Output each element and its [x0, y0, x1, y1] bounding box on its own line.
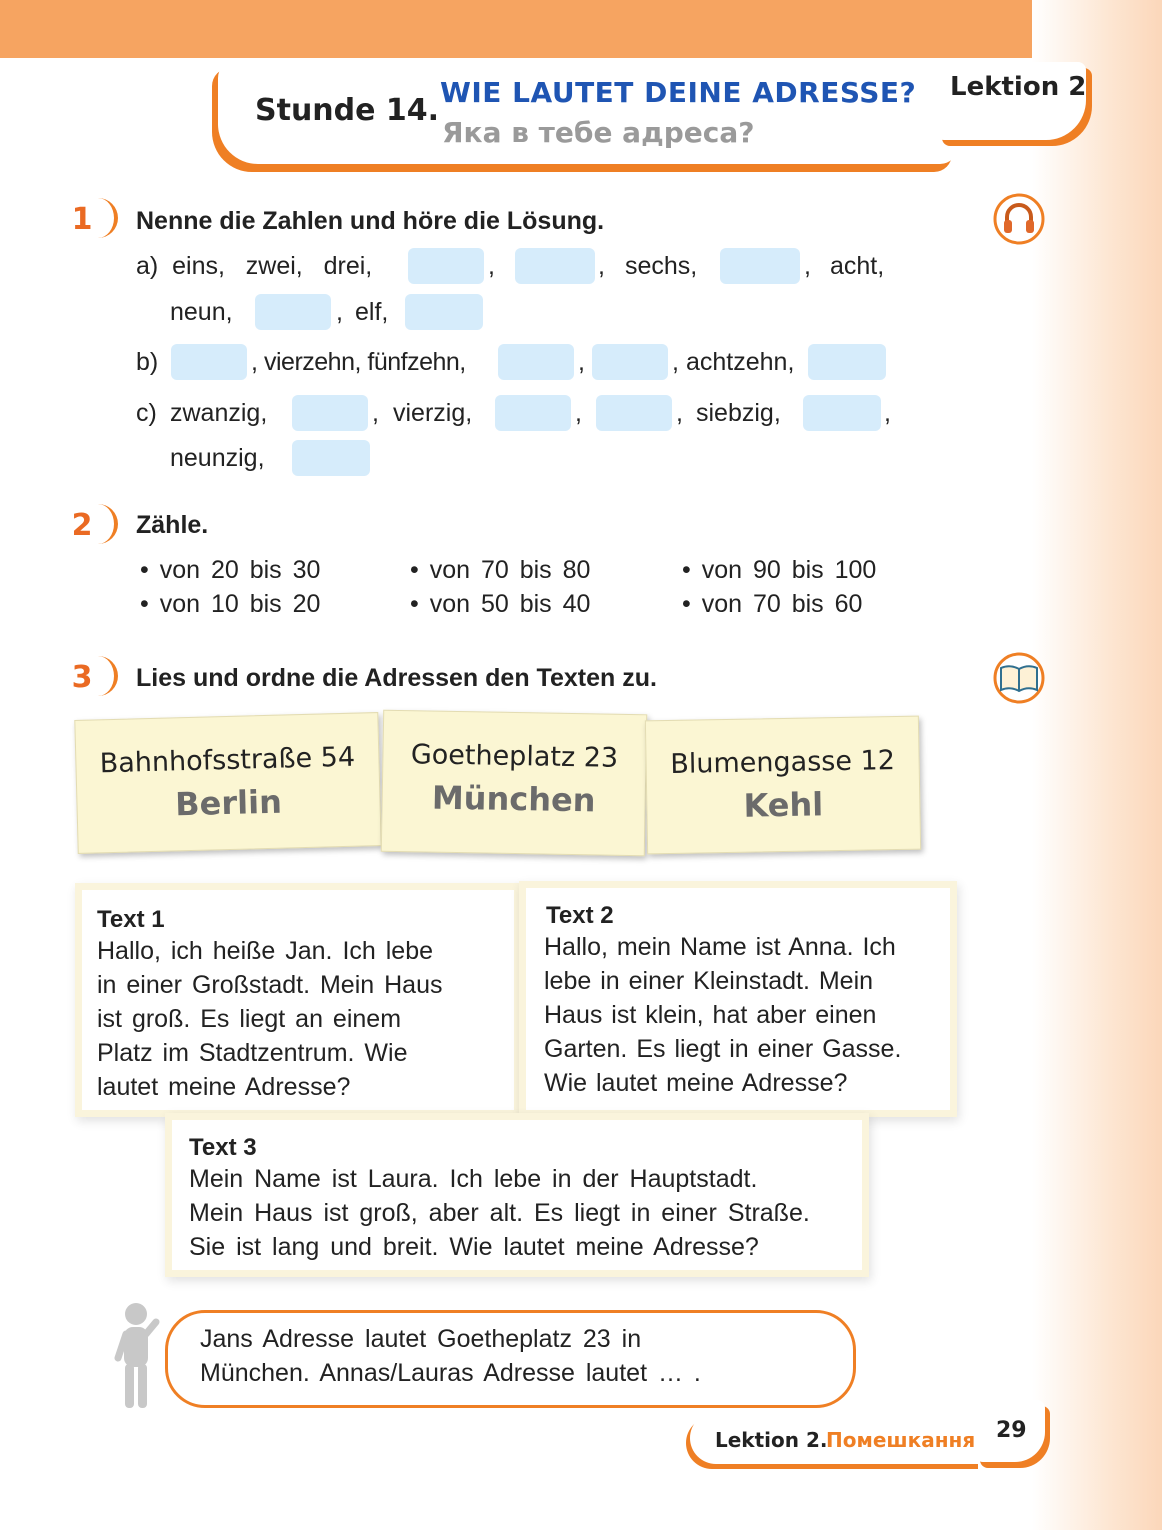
- number-word: drei,: [323, 252, 373, 280]
- text-card-title: Text 1: [97, 906, 165, 933]
- answer-blank[interactable]: [808, 344, 886, 380]
- number-word: zwanzig,: [170, 399, 268, 427]
- number-word: elf,: [355, 298, 389, 326]
- text-line: Mein Haus ist groß, aber alt. Es liegt in einer Straße.: [189, 1199, 810, 1227]
- count-item: • von 50 bis 40: [410, 590, 591, 618]
- address-street: Blumengasse 12: [670, 745, 896, 780]
- lektion-tag-label: Lektion 2: [950, 72, 1087, 102]
- student-figure-icon: [108, 1300, 168, 1412]
- answer-blank[interactable]: [515, 248, 595, 284]
- address-city: Berlin: [174, 782, 283, 824]
- bubble-line: Jans Adresse lautet Goetheplatz 23 in: [200, 1325, 642, 1353]
- comma: ,: [804, 252, 811, 280]
- number-word: vierzig,: [393, 399, 473, 427]
- task-number: 1: [71, 202, 93, 237]
- text-card: [82, 890, 514, 1110]
- task1-a-label: a): [136, 252, 159, 280]
- text-line: Sie ist lang und breit. Wie lautet meine Adresse?: [189, 1233, 759, 1261]
- footer-lektion: Lektion 2.: [715, 1428, 828, 1452]
- count-item: • von 70 bis 80: [410, 556, 591, 584]
- address-card[interactable]: [74, 712, 381, 854]
- text-line: Haus ist klein, hat aber einen: [544, 1001, 877, 1029]
- text-card: [172, 1120, 862, 1270]
- bubble-line: München. Annas/Lauras Adresse lautet … .: [200, 1359, 701, 1387]
- address-street: Bahnhofsstraße 54: [99, 741, 356, 780]
- answer-blank[interactable]: [408, 248, 484, 284]
- address-city: Kehl: [743, 785, 824, 825]
- answer-blank[interactable]: [803, 395, 881, 431]
- text-line: Wie lautet meine Adresse?: [544, 1069, 848, 1097]
- answer-blank[interactable]: [596, 395, 672, 431]
- lesson-number: Stunde 14.: [255, 93, 440, 128]
- top-band: [0, 0, 1162, 58]
- comma: ,: [488, 252, 495, 280]
- answer-blank[interactable]: [255, 294, 331, 330]
- headphones-icon[interactable]: [993, 193, 1045, 245]
- answer-blank[interactable]: [405, 294, 483, 330]
- number-word: neun,: [170, 298, 233, 326]
- count-item: • von 10 bis 20: [140, 590, 321, 618]
- count-item: • von 70 bis 60: [682, 590, 863, 618]
- text-card-body: [544, 930, 950, 1100]
- page-number: 29: [996, 1418, 1027, 1443]
- text-line: lautet meine Adresse?: [97, 1073, 351, 1101]
- number-word: vierzehn, fünfzehn,: [264, 348, 466, 376]
- text-card-body: [189, 1162, 862, 1264]
- comma: ,: [372, 399, 379, 427]
- page-title: WIE LAUTET DEINE ADRESSE?: [440, 76, 917, 109]
- text-line: Platz im Stadtzentrum. Wie: [97, 1039, 408, 1067]
- text-card-body: [97, 934, 514, 1104]
- comma: ,: [676, 399, 683, 427]
- text-line: ist groß. Es liegt an einem: [97, 1005, 402, 1033]
- footer-topic: Помешкання: [826, 1428, 976, 1452]
- number-word: siebzig,: [696, 399, 781, 427]
- answer-blank[interactable]: [592, 344, 668, 380]
- task-number: 3: [71, 660, 93, 695]
- task-number: 2: [71, 508, 93, 543]
- number-word: achtzehn,: [686, 348, 795, 376]
- text-line: in einer Großstadt. Mein Haus: [97, 971, 443, 999]
- comma: ,: [672, 348, 679, 376]
- number-word: sechs,: [625, 252, 698, 280]
- address-city: München: [431, 778, 596, 820]
- task-heading: Zähle.: [136, 511, 209, 539]
- speech-bubble-text: [200, 1322, 701, 1390]
- comma: ,: [336, 298, 343, 326]
- task-number-arc: [84, 656, 118, 696]
- answer-blank[interactable]: [495, 395, 571, 431]
- book-icon[interactable]: [993, 652, 1045, 704]
- comma: ,: [884, 399, 891, 427]
- number-word: zwei,: [245, 252, 303, 280]
- text-line: Hallo, ich heiße Jan. Ich lebe: [97, 937, 434, 965]
- answer-blank[interactable]: [720, 248, 800, 284]
- task1-c-label: c): [136, 399, 157, 427]
- page-subtitle: Яка в тебе адреса?: [442, 116, 755, 149]
- text-line: lebe in einer Kleinstadt. Mein: [544, 967, 874, 995]
- text-card-title: Text 3: [189, 1134, 257, 1161]
- right-decor-strip: [1032, 0, 1162, 1530]
- answer-blank[interactable]: [498, 344, 574, 380]
- task-heading: Nenne die Zahlen und höre die Lösung.: [136, 207, 605, 235]
- address-street: Goetheplatz 23: [410, 739, 619, 774]
- task-heading: Lies und ordne die Adressen den Texten zu.: [136, 664, 657, 692]
- text-card-title: Text 2: [546, 902, 614, 929]
- address-card[interactable]: [645, 716, 921, 855]
- comma: ,: [251, 348, 258, 376]
- count-item: • von 90 bis 100: [682, 556, 877, 584]
- address-card[interactable]: [381, 710, 647, 857]
- comma: ,: [575, 399, 582, 427]
- number-word: neunzig,: [170, 444, 265, 472]
- comma: ,: [598, 252, 605, 280]
- answer-blank[interactable]: [292, 395, 368, 431]
- task-number-arc: [84, 198, 118, 238]
- task1-line-a1: [136, 252, 372, 281]
- comma: ,: [578, 348, 585, 376]
- text-line: Mein Name ist Laura. Ich lebe in der Hauptstadt.: [189, 1165, 758, 1193]
- number-word: eins,: [172, 252, 225, 280]
- task-number-arc: [84, 504, 118, 544]
- text-card: [526, 888, 950, 1110]
- answer-blank[interactable]: [171, 344, 247, 380]
- text-line: Garten. Es liegt in einer Gasse.: [544, 1035, 902, 1063]
- task1-b-label: b): [136, 348, 159, 376]
- text-line: Hallo, mein Name ist Anna. Ich: [544, 933, 896, 961]
- count-item: • von 20 bis 30: [140, 556, 321, 584]
- answer-blank[interactable]: [292, 440, 370, 476]
- number-word: acht,: [830, 252, 885, 280]
